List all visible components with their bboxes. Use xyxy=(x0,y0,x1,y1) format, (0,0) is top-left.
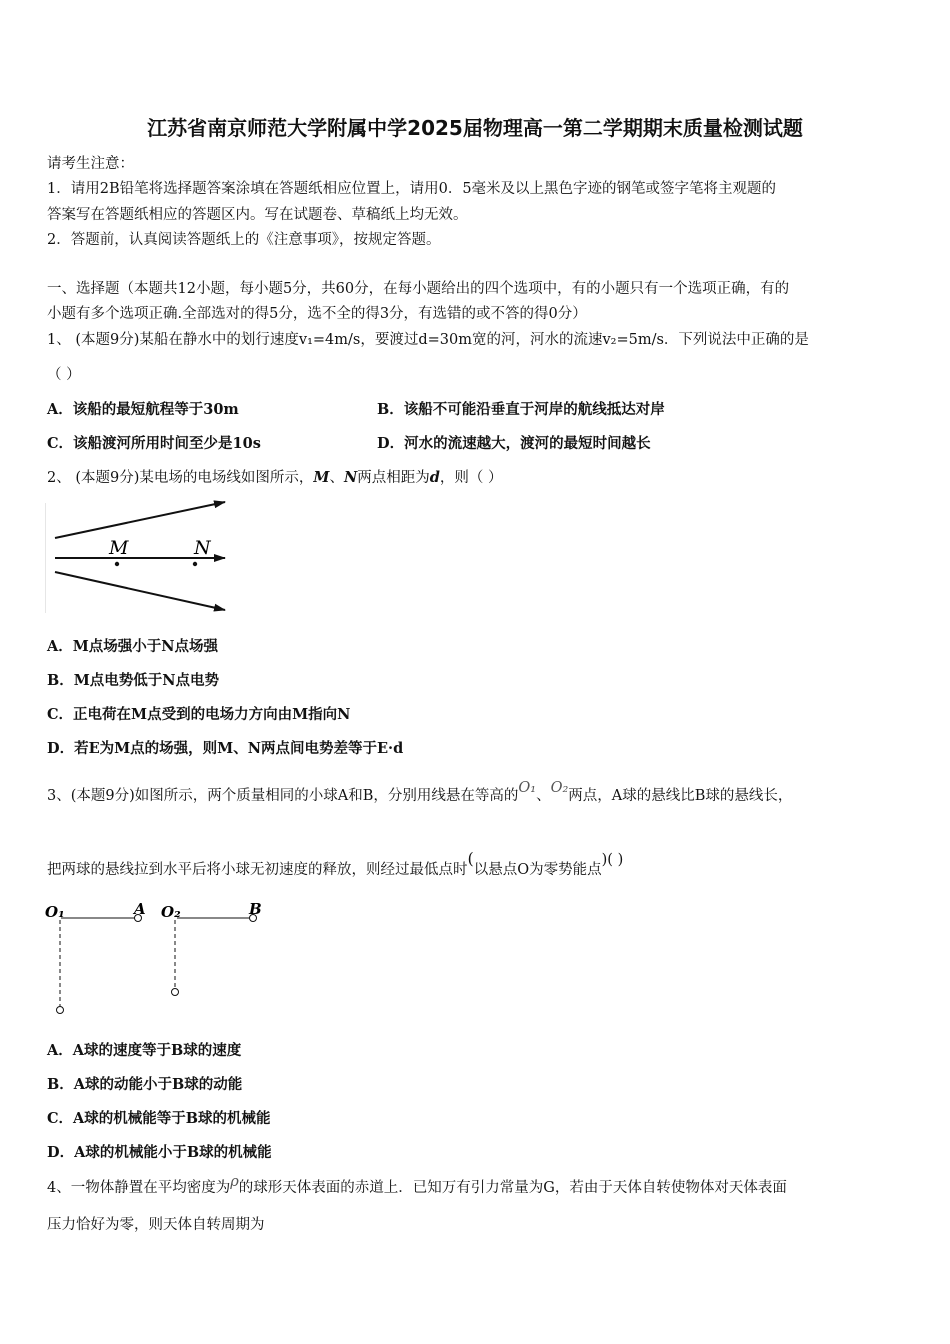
ball-a-bottom xyxy=(57,1007,64,1014)
q2-m-label: M xyxy=(313,469,330,486)
q2-stem-c: ，则（ ） xyxy=(439,470,503,486)
page-title: 江苏省南京师范大学附属中学2025届物理高一第二学期期末质量检测试题 xyxy=(147,116,803,140)
q1-option-b: B．该船不可能沿垂直于河岸的航线抵达对岸 xyxy=(377,401,665,418)
electric-field-figure xyxy=(45,495,235,620)
q3-stem-b: 两点，A球的悬线比B球的悬线长， xyxy=(568,788,793,804)
q1-stem: 1、 (本题9分)某船在静水中的划行速度v₁=4m/s，要渡过d=30m宽的河，河水的流速v₂=5m/s．下列说法中正确的是 xyxy=(47,332,809,348)
q1-option-a: A．该船的最短航程等于30m xyxy=(47,401,239,418)
notice-line-1: 1．请用2B铅笔将选择题答案涂填在答题纸相应位置上，请用0．5毫米及以上黑色字迹的钢笔或签字笔将主观题的 xyxy=(47,181,777,197)
fig-label-o2: O₂ xyxy=(161,903,181,921)
field-line-lower xyxy=(55,572,225,610)
q3-stem-a: 3、(本题9分)如图所示，两个质量相同的小球A和B，分别用线悬在等高的 xyxy=(47,788,519,804)
q4-stem-line-1 xyxy=(47,1176,787,1197)
fig-label-m: M xyxy=(109,537,129,559)
q2-stem-b: 两点相距为 xyxy=(357,470,430,486)
notice-line-2: 2．答题前，认真阅读答题纸上的《注意事项》，按规定答题。 xyxy=(47,232,441,248)
q2-stem xyxy=(47,466,502,487)
q3-o2-label: O₂ xyxy=(550,780,569,796)
ball-b-bottom xyxy=(172,989,179,996)
q3-stem-line-1 xyxy=(47,780,793,805)
q2-sep: 、 xyxy=(329,470,344,486)
section-line-1: 一、选择题（本题共12小题，每小题5分，共60分，在每小题给出的四个选项中，有的小题只有一个选项正确，有的 xyxy=(47,281,790,297)
point-n xyxy=(193,562,197,566)
fig-label-n: N xyxy=(194,537,211,559)
q3-option-d: D．A球的机械能小于B球的机械能 xyxy=(47,1144,272,1161)
section-line-2: 小题有多个选项正确.全部选对的得5分，选不全的得3分，有选错的或不答的得0分） xyxy=(47,306,587,322)
q2-stem-a: 2、 (本题9分)某电场的电场线如图所示， xyxy=(47,470,314,486)
q3-option-c: C．A球的机械能等于B球的机械能 xyxy=(47,1110,271,1127)
fig-label-o1: O₁ xyxy=(45,903,65,921)
q2-d-label: d xyxy=(429,469,440,486)
notice-heading: 请考生注意： xyxy=(47,156,134,172)
q2-option-b: B．M点电势低于N点电势 xyxy=(47,672,220,689)
q3-answer-paren: )( ) xyxy=(601,852,624,868)
q4-stem-line-2: 压力恰好为零，则天体自转周期为 xyxy=(47,1217,265,1233)
fig-label-a: A xyxy=(134,900,146,918)
pendulum-figure xyxy=(45,898,275,1023)
q1-paren: （ ） xyxy=(47,367,81,383)
point-m xyxy=(115,562,119,566)
q3-sep: 、 xyxy=(536,788,551,804)
q4-rho-symbol: ρ xyxy=(230,1174,239,1190)
q4-stem-a: 4、一物体静置在平均密度为 xyxy=(47,1180,231,1196)
q1-option-d: D．河水的流速越大，渡河的最短时间越长 xyxy=(377,435,651,452)
q3-option-a: A．A球的速度等于B球的速度 xyxy=(47,1042,242,1059)
q3-stem-c: 把两球的悬线拉到水平后将小球无初速度的释放，则经过最低点时 xyxy=(47,862,468,878)
q3-stem-d: 以悬点O为零势能点 xyxy=(473,862,602,878)
q2-n-label: N xyxy=(343,469,358,486)
q3-option-b: B．A球的动能小于B球的动能 xyxy=(47,1076,243,1093)
q4-stem-b: 的球形天体表面的赤道上．已知万有引力常量为G，若由于天体自转使物体对天体表面 xyxy=(238,1180,787,1196)
q1-option-c: C．该船渡河所用时间至少是10s xyxy=(47,435,261,452)
fig-label-b: B xyxy=(249,900,262,918)
notice-line-1b: 答案写在答题纸相应的答题区内。写在试题卷、草稿纸上均无效。 xyxy=(47,207,468,223)
q2-option-c: C．正电荷在M点受到的电场力方向由M指向N xyxy=(47,706,351,723)
q3-stem-line-2 xyxy=(47,849,624,879)
q2-option-a: A．M点场强小于N点场强 xyxy=(47,638,219,655)
q3-o1-label: O₁ xyxy=(518,780,537,796)
q3-open-paren: ( xyxy=(467,849,474,868)
field-line-upper xyxy=(55,502,225,538)
q2-option-d: D．若E为M点的场强，则M、N两点间电势差等于E·d xyxy=(47,740,404,757)
